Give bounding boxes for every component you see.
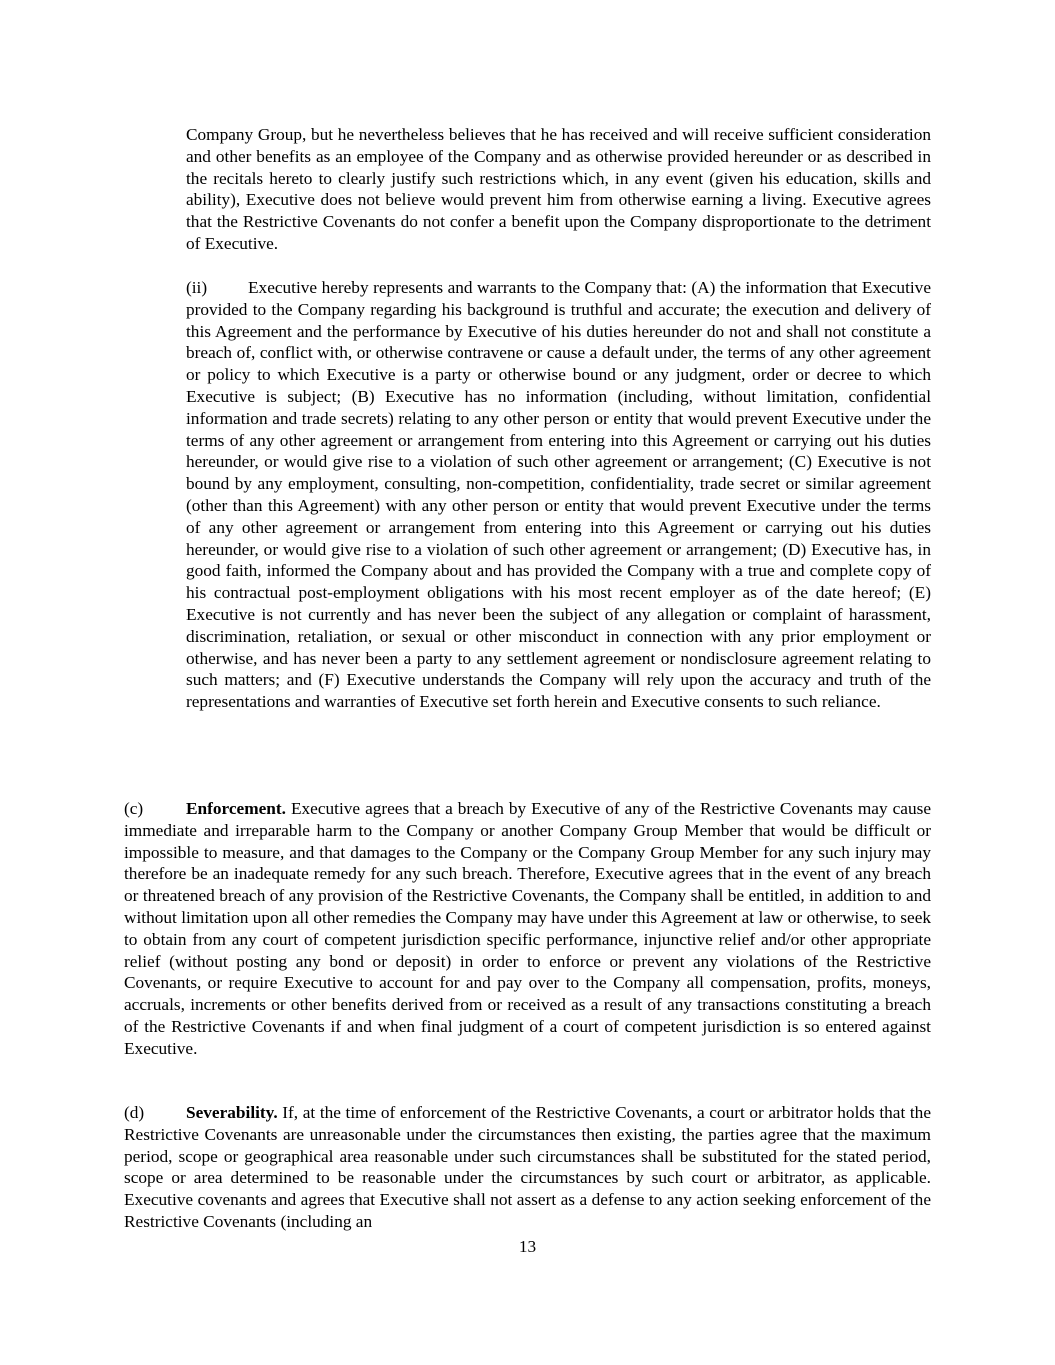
paragraph-number: (ii) — [186, 278, 208, 297]
paragraph-text: Company Group, but he nevertheless believes that he has received and will receive sufficient consideration and other benefits as an employee of the Company and as otherwise provided hereunder or as described in the recitals hereto to clearly justify such restrictions which, in any event (given his education, skills and ability), Executive does not believe would prevent him from otherwise earning a living. Executive agrees that the Restrictive Covenants do not confer a benefit upon the Company disproportionate to the detriment of Executive. — [186, 125, 931, 253]
paragraph-text: Executive agrees that a breach by Executive of any of the Restrictive Covenants may cause immediate and irreparable harm to the Company or another Company Group Member that would be difficult or impossible to measure, and that damages to the Company or the Company Group Member for any such injury may therefore be an inadequate remedy for any such breach. Therefore, Executive agrees that in the event of any breach or threatened breach of any provision of the Restrictive Covenants, the Company shall be entitled, in addition to and without limitation upon all other remedies the Company may have under this Agreement at law or otherwise, to seek to obtain from any court of competent jurisdiction specific performance, injunctive relief and/or other appropriate relief (without posting any bond or deposit) in order to enforce or prevent any violations of the Restrictive Covenants, or require Executive to account for and pay over to the Company all compensation, profits, moneys, accruals, increments or other benefits derived from or received as a result of any transactions constituting a breach of the Restrictive Covenants if and when final judgment of a court of competent jurisdiction is so entered against Executive. — [124, 799, 931, 1058]
paragraph-text: If, at the time of enforcement of the Restrictive Covenants, a court or arbitrator holds that the Restrictive Covenants are unreasonable under the circumstances then existing, the parties agree that the maximum period, scope or geographical area reasonable under such circumstances shall be substituted for the stated period, scope or area determined to be reasonable under the circumstances by such court or arbitrator, as applicable. Executive covenants and agrees that Executive shall not assert as a defense to any action seeking enforcement of the Restrictive Covenants (including an — [124, 1103, 931, 1231]
paragraph-continuation — [186, 124, 931, 255]
paragraph-c-enforcement — [124, 798, 931, 1060]
paragraph-number: (c) — [124, 799, 144, 818]
section-heading: Enforcement. — [186, 799, 286, 818]
page-number: 13 — [518, 1237, 537, 1256]
paragraph-d-severability — [124, 1102, 931, 1233]
section-heading: Severability. — [186, 1103, 278, 1122]
paragraph-number: (d) — [124, 1103, 145, 1122]
paragraph-ii — [186, 277, 931, 713]
paragraph-text: Executive hereby represents and warrants to the Company that: (A) the information that Executive provided to the Company regarding his background is truthful and accurate; the execution and delivery of this Agreement and the performance by Executive of his duties hereunder do not and shall not constitute a breach of, conflict with, or otherwise contravene or cause a default under, the terms of any other agreement or policy to which Executive is a party or otherwise bound or any judgment, order or decree to which Executive is subject; (B) Executive has no information (including, without limitation, confidential information and trade secrets) relating to any other person or entity that would prevent Executive under the terms of any other agreement or arrangement from entering into this Agreement or carrying out his duties hereunder, or would give rise to a violation of such other agreement or arrangement; (C) Executive is not bound by any employment, consulting, non-competition, confidentiality, trade secret or similar agreement (other than this Agreement) with any other person or entity that would prevent Executive under the terms of any other agreement or arrangement from entering into this Agreement or carrying out his duties hereunder, or would give rise to a violation of such other agreement or arrangement; (D) Executive has, in good faith, informed the Company about and has provided the Company with a true and complete copy of his contractual post-employment obligations with his most recent employer as of the date hereof; (E) Executive is not currently and has never been the subject of any allegation or complaint of harassment, discrimination, retaliation, or sexual or other misconduct in connection with any prior employment or otherwise, and has never been a party to any settlement agreement or nondisclosure agreement relating to such matters; and (F) Executive understands the Company will rely upon the accuracy and truth of the representations and warranties of Executive set forth herein and Executive consents to such reliance. — [186, 278, 931, 712]
